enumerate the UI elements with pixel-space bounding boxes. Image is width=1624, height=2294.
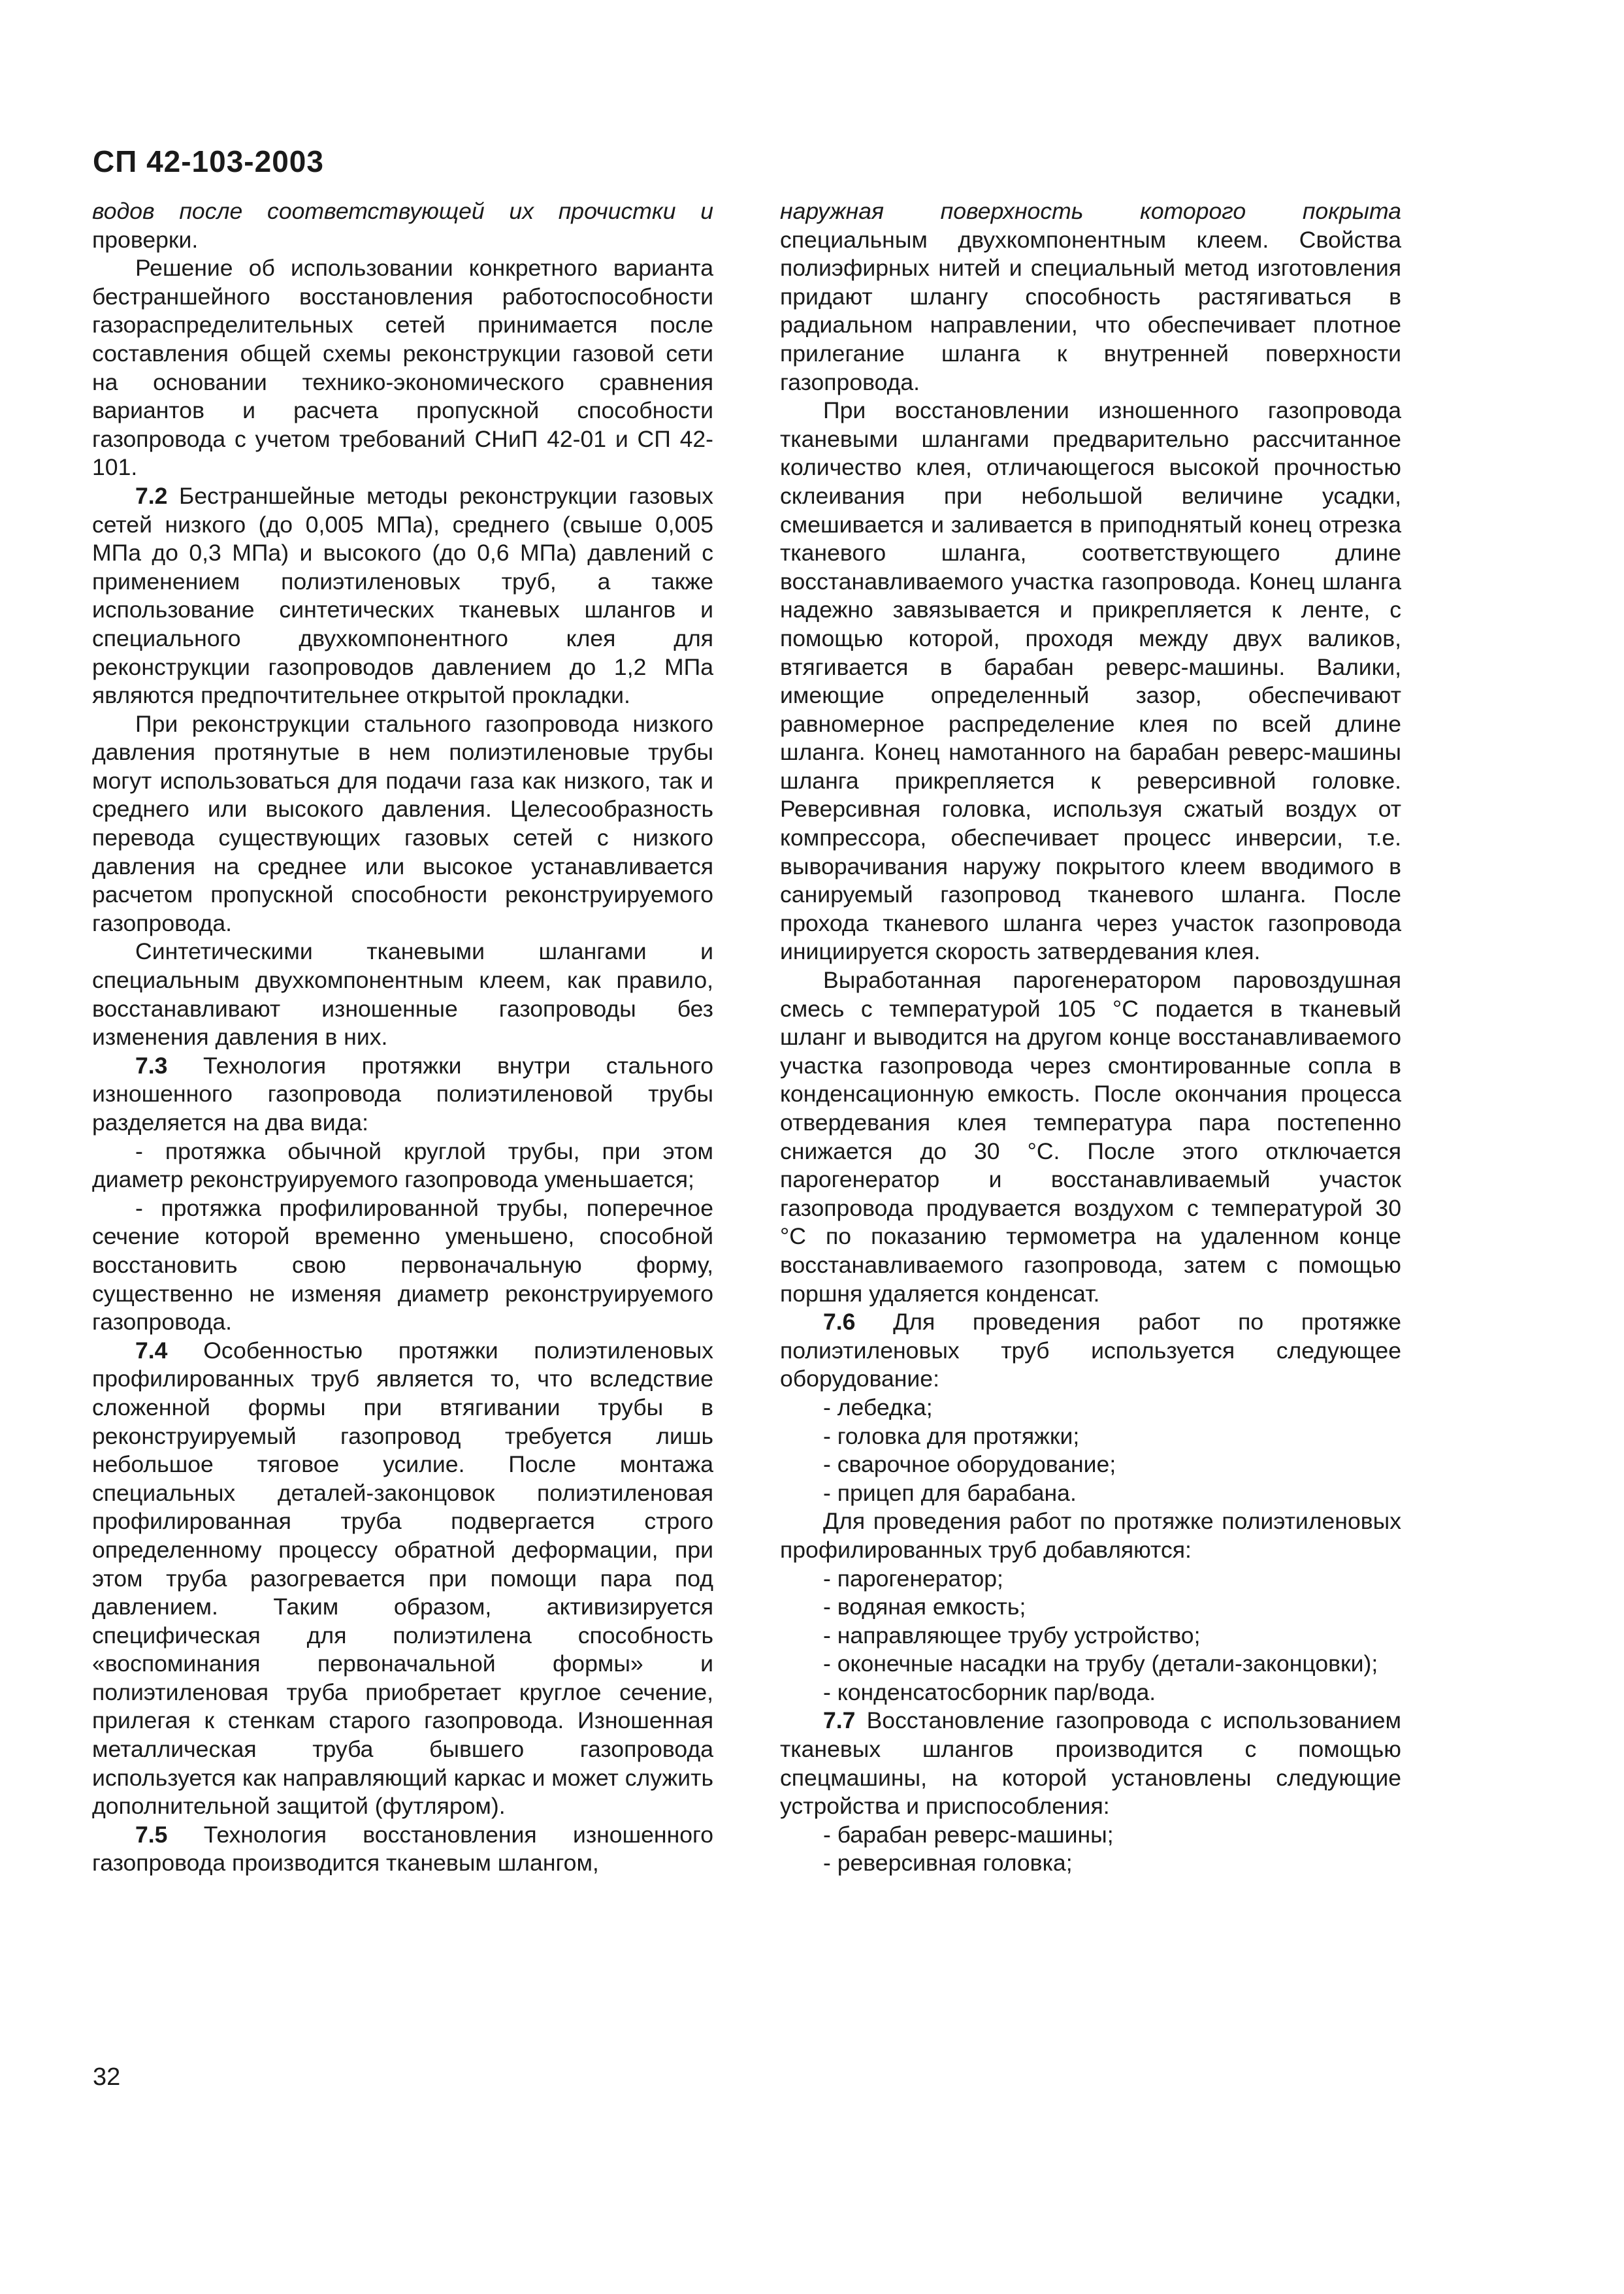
paragraph-text: - оконечные насадки на трубу (детали-законцовки); [823,1650,1378,1677]
paragraph [780,1479,1401,1508]
paragraph [92,1337,713,1821]
paragraph [92,482,713,710]
paragraph-text: Восстановление газопровода с использованием тканевых шлангов производится с помощью спецмашины, на которой установлены следующие устройства и приспособления: [780,1707,1401,1820]
paragraph [92,1194,713,1337]
section-number: 7.6 [823,1309,856,1335]
paragraph [780,1507,1401,1564]
paragraph [92,1052,713,1138]
paragraph-text: Для проведения работ по протяжке полиэтиленовых труб используется следующее оборудование: [780,1309,1401,1392]
left-column [92,197,713,1878]
paragraph-text: Технология восстановления изношенного газопровода производится тканевым шлангом, [92,1821,713,1876]
paragraph [780,1565,1401,1594]
paragraph [780,1622,1401,1650]
paragraph-text: - барабан реверс-машины; [823,1821,1114,1848]
paragraph-text: Для проведения работ по протяжке полиэтиленовых профилированных труб добавляются: [780,1508,1401,1563]
paragraph-text: - прицеп для барабана. [823,1479,1077,1506]
italic-lead-text: наружная поверхность которого покрыта [780,198,1401,224]
paragraph-text: - головка для протяжки; [823,1422,1080,1449]
paragraph [780,397,1401,966]
paragraph [92,197,713,254]
paragraph-text: - лебедка; [823,1394,933,1420]
italic-lead-text: водов после соответствующей их прочистки и [92,198,713,224]
paragraph [780,1450,1401,1479]
paragraph [92,710,713,938]
paragraph-text: - конденсатосборник пар/вода. [823,1679,1156,1705]
paragraph-text: - протяжка профилированной трубы, поперечное сечение которой временно уменьшено, способной восстановить свою первоначальную форму, существенно не изменяя диаметр реконструируемого газопровода. [92,1194,713,1335]
paragraph [780,1707,1401,1820]
paragraph-text: Бестраншейные методы реконструкции газовых сетей низкого (до 0,005 МПа), среднего (свыше 0,005 МПа до 0,3 МПа) и высокого (до 0,6 МПа) давлений с применением полиэтиленовых труб, а также использование синтетических тканевых шлангов и специального двухкомпонентного клея для реконструкции газопроводов давлением до 1,2 МПа являются предпочтительнее открытой прокладки. [92,482,713,709]
paragraph [92,1138,713,1194]
section-number: 7.5 [135,1821,168,1848]
paragraph-text: - направляющее трубу устройство; [823,1622,1201,1648]
paragraph-text: При восстановлении изношенного газопровода тканевыми шлангами предварительно рассчитанное количество клея, отличающегося высокой прочностью склеивания при небольшой величине усадки, смешивается и заливается в приподнятый конец отрезка тканевого шланга, соответствующего длине восстанавливаемого участка газопровода. Конец шланга надежно завязывается и прикрепляется к ленте, с помощью которой, проходя между двух валиков, втягивается в барабан реверс-машины. Валики, имеющие определенный зазор, обеспечивают равномерное распределение клея по всей длине шланга. Конец намотанного на барабан реверс-машины шланга прикрепляется к реверсивной головке. Реверсивная головка, используя сжатый воздух от компрессора, обеспечивает процесс инверсии, т.е. выворачивания наружу покрытого клеем вводимого в санируемый газопровод тканевого шланга. После прохода тканевого шланга через участок газопровода инициируется скорость затвердевания клея. [780,397,1401,965]
paragraph-text: Выработанная парогенератором паровоздушная смесь с температурой 105 °С подается в тканевый шланг и выводится на другом конце восстанавливаемого участка газопровода через смонтированные сопла в конденсационную емкость. После окончания процесса отвердевания клея температура пара постепенно снижается до 30 °С. После этого отключается парогенератор и восстанавливаемый участок газопровода продувается воздухом с температурой 30 °С по показанию термометра на удаленном конце восстанавливаемого газопровода, затем с помощью поршня удаляется конденсат. [780,967,1401,1307]
paragraph-text: - водяная емкость; [823,1594,1026,1620]
paragraph [780,1821,1401,1850]
paragraph [780,197,1401,397]
paragraph [780,966,1401,1308]
paragraph [780,1422,1401,1451]
paragraph-text: специальным двухкомпонентным клеем. Свойства полиэфирных нитей и специальный метод изготовления придают шлангу способность растягиваться в радиальном направлении, что обеспечивает плотное прилегание шланга к внутренней поверхности газопровода. [780,226,1401,395]
paragraph-text: Особенностью протяжки полиэтиленовых профилированных труб является то, что вследствие сложенной формы при втягивании трубы в реконструируемый газопровод требуется лишь небольшое тяговое усилие. После монтажа специальных деталей-законцовок полиэтиленовая профилированная труба подвергается строго определенному процессу обратной деформации, при этом труба разогревается при помощи пара под давлением. Таким образом, активизируется специфическая для полиэтилена способность «воспоминания первоначальной формы» и полиэтиленовая труба приобретает круглое сечение, прилегая к стенкам старого газопровода. Изношенная металлическая труба бывшего газопровода используется как направляющий каркас и может служить дополнительной защитой (футляром). [92,1337,713,1820]
paragraph [92,938,713,1051]
section-number: 7.3 [135,1052,168,1079]
paragraph [92,254,713,482]
paragraph-text: - парогенератор; [823,1565,1003,1592]
paragraph [780,1849,1401,1878]
right-column [780,197,1401,1878]
paragraph [780,1593,1401,1622]
paragraph [92,1821,713,1878]
paragraph [780,1308,1401,1394]
page-number: 32 [93,2063,121,2091]
section-number: 7.2 [135,482,168,509]
section-number: 7.7 [823,1707,856,1734]
paragraph-text: - сварочное оборудование; [823,1451,1116,1478]
paragraph-text: Решение об использовании конкретного варианта бестраншейного восстановления работоспособности газораспределительных сетей принимается после составления общей схемы реконструкции газовой сети на основании технико-экономического сравнения вариантов и расчета пропускной способности газопровода с учетом требований СНиП 42-01 и СП 42-101. [92,255,713,481]
paragraph-text: Технология протяжки внутри стального изношенного газопровода полиэтиленовой трубы разделяется на два вида: [92,1052,713,1136]
paragraph-text: Синтетическими тканевыми шлангами и специальным двухкомпонентным клеем, как правило, восстанавливают изношенные газопроводы без изменения давления в них. [92,938,713,1051]
document-header: СП 42-103-2003 [93,144,324,178]
paragraph-text: При реконструкции стального газопровода низкого давления протянутые в нем полиэтиленовые трубы могут использоваться для подачи газа как низкого, так и среднего или высокого давления. Целесообразность перевода существующих газовых сетей с низкого давления на среднее или высокое устанавливается расчетом пропускной способности реконструируемого газопровода. [92,710,713,936]
section-number: 7.4 [135,1337,168,1364]
paragraph-text: проверки. [92,226,199,253]
paragraph [780,1679,1401,1707]
paragraph-text: - реверсивная головка; [823,1850,1073,1876]
paragraph [780,1650,1401,1679]
paragraph-text: - протяжка обычной круглой трубы, при этом диаметр реконструируемого газопровода уменьшается; [92,1138,713,1193]
paragraph [780,1394,1401,1422]
